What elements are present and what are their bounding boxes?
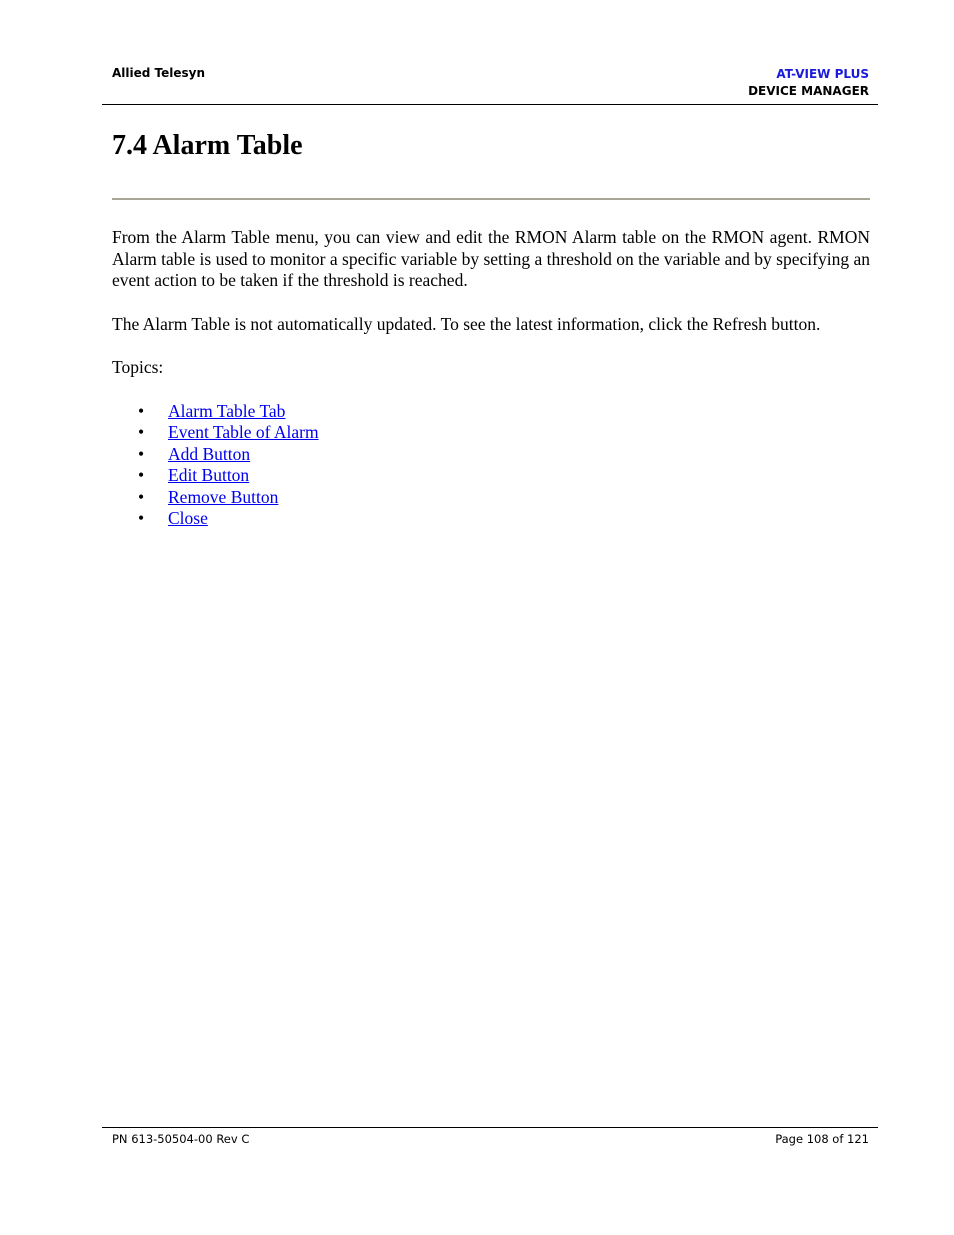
header-product-block [748,66,869,100]
topics-label: Topics: [112,357,164,377]
bullet-icon: • [138,465,145,485]
list-item [112,465,870,487]
page-title: 7.4 Alarm Table [112,130,303,161]
bullet-icon: • [138,443,145,464]
header-company: Allied Telesyn [112,66,206,80]
list-item [112,508,870,530]
bullet-icon: • [138,486,145,507]
topic-link-edit-button[interactable]: Edit Button [168,465,250,485]
footer-page-number: Page 108 of 121 [775,1132,869,1146]
document-body [112,227,870,530]
topics-list [112,401,870,530]
bullet-icon: • [138,422,145,442]
list-item [112,422,870,444]
bullet-icon: • [138,508,145,528]
header-subtitle: DEVICE MANAGER [748,84,869,98]
list-item [112,487,870,509]
title-divider [112,198,870,200]
topic-link-alarm-table-tab[interactable]: Alarm Table Tab [168,400,286,421]
list-item [112,444,870,466]
header-product-name: AT-VIEW PLUS [776,67,869,81]
refresh-note-paragraph: The Alarm Table is not automatically updated. To see the latest information, click the Refresh button. [112,313,821,334]
topic-link-close[interactable]: Close [168,508,208,528]
intro-paragraph: From the Alarm Table menu, you can view and edit the RMON Alarm table on the RMON agent. RMON Alarm table is used to monitor a specific variable by setting a threshold on the variable and by specifying an event action to be taken if the threshold is reached. [112,227,870,290]
footer-divider [102,1127,878,1128]
topic-link-add-button[interactable]: Add Button [168,443,251,464]
topic-link-event-table-of-alarm[interactable]: Event Table of Alarm [168,422,319,442]
footer-part-number: PN 613-50504-00 Rev C [112,1132,250,1146]
header-divider [102,104,878,105]
list-item [112,401,870,423]
topic-link-remove-button[interactable]: Remove Button [168,486,279,507]
bullet-icon: • [138,400,145,421]
